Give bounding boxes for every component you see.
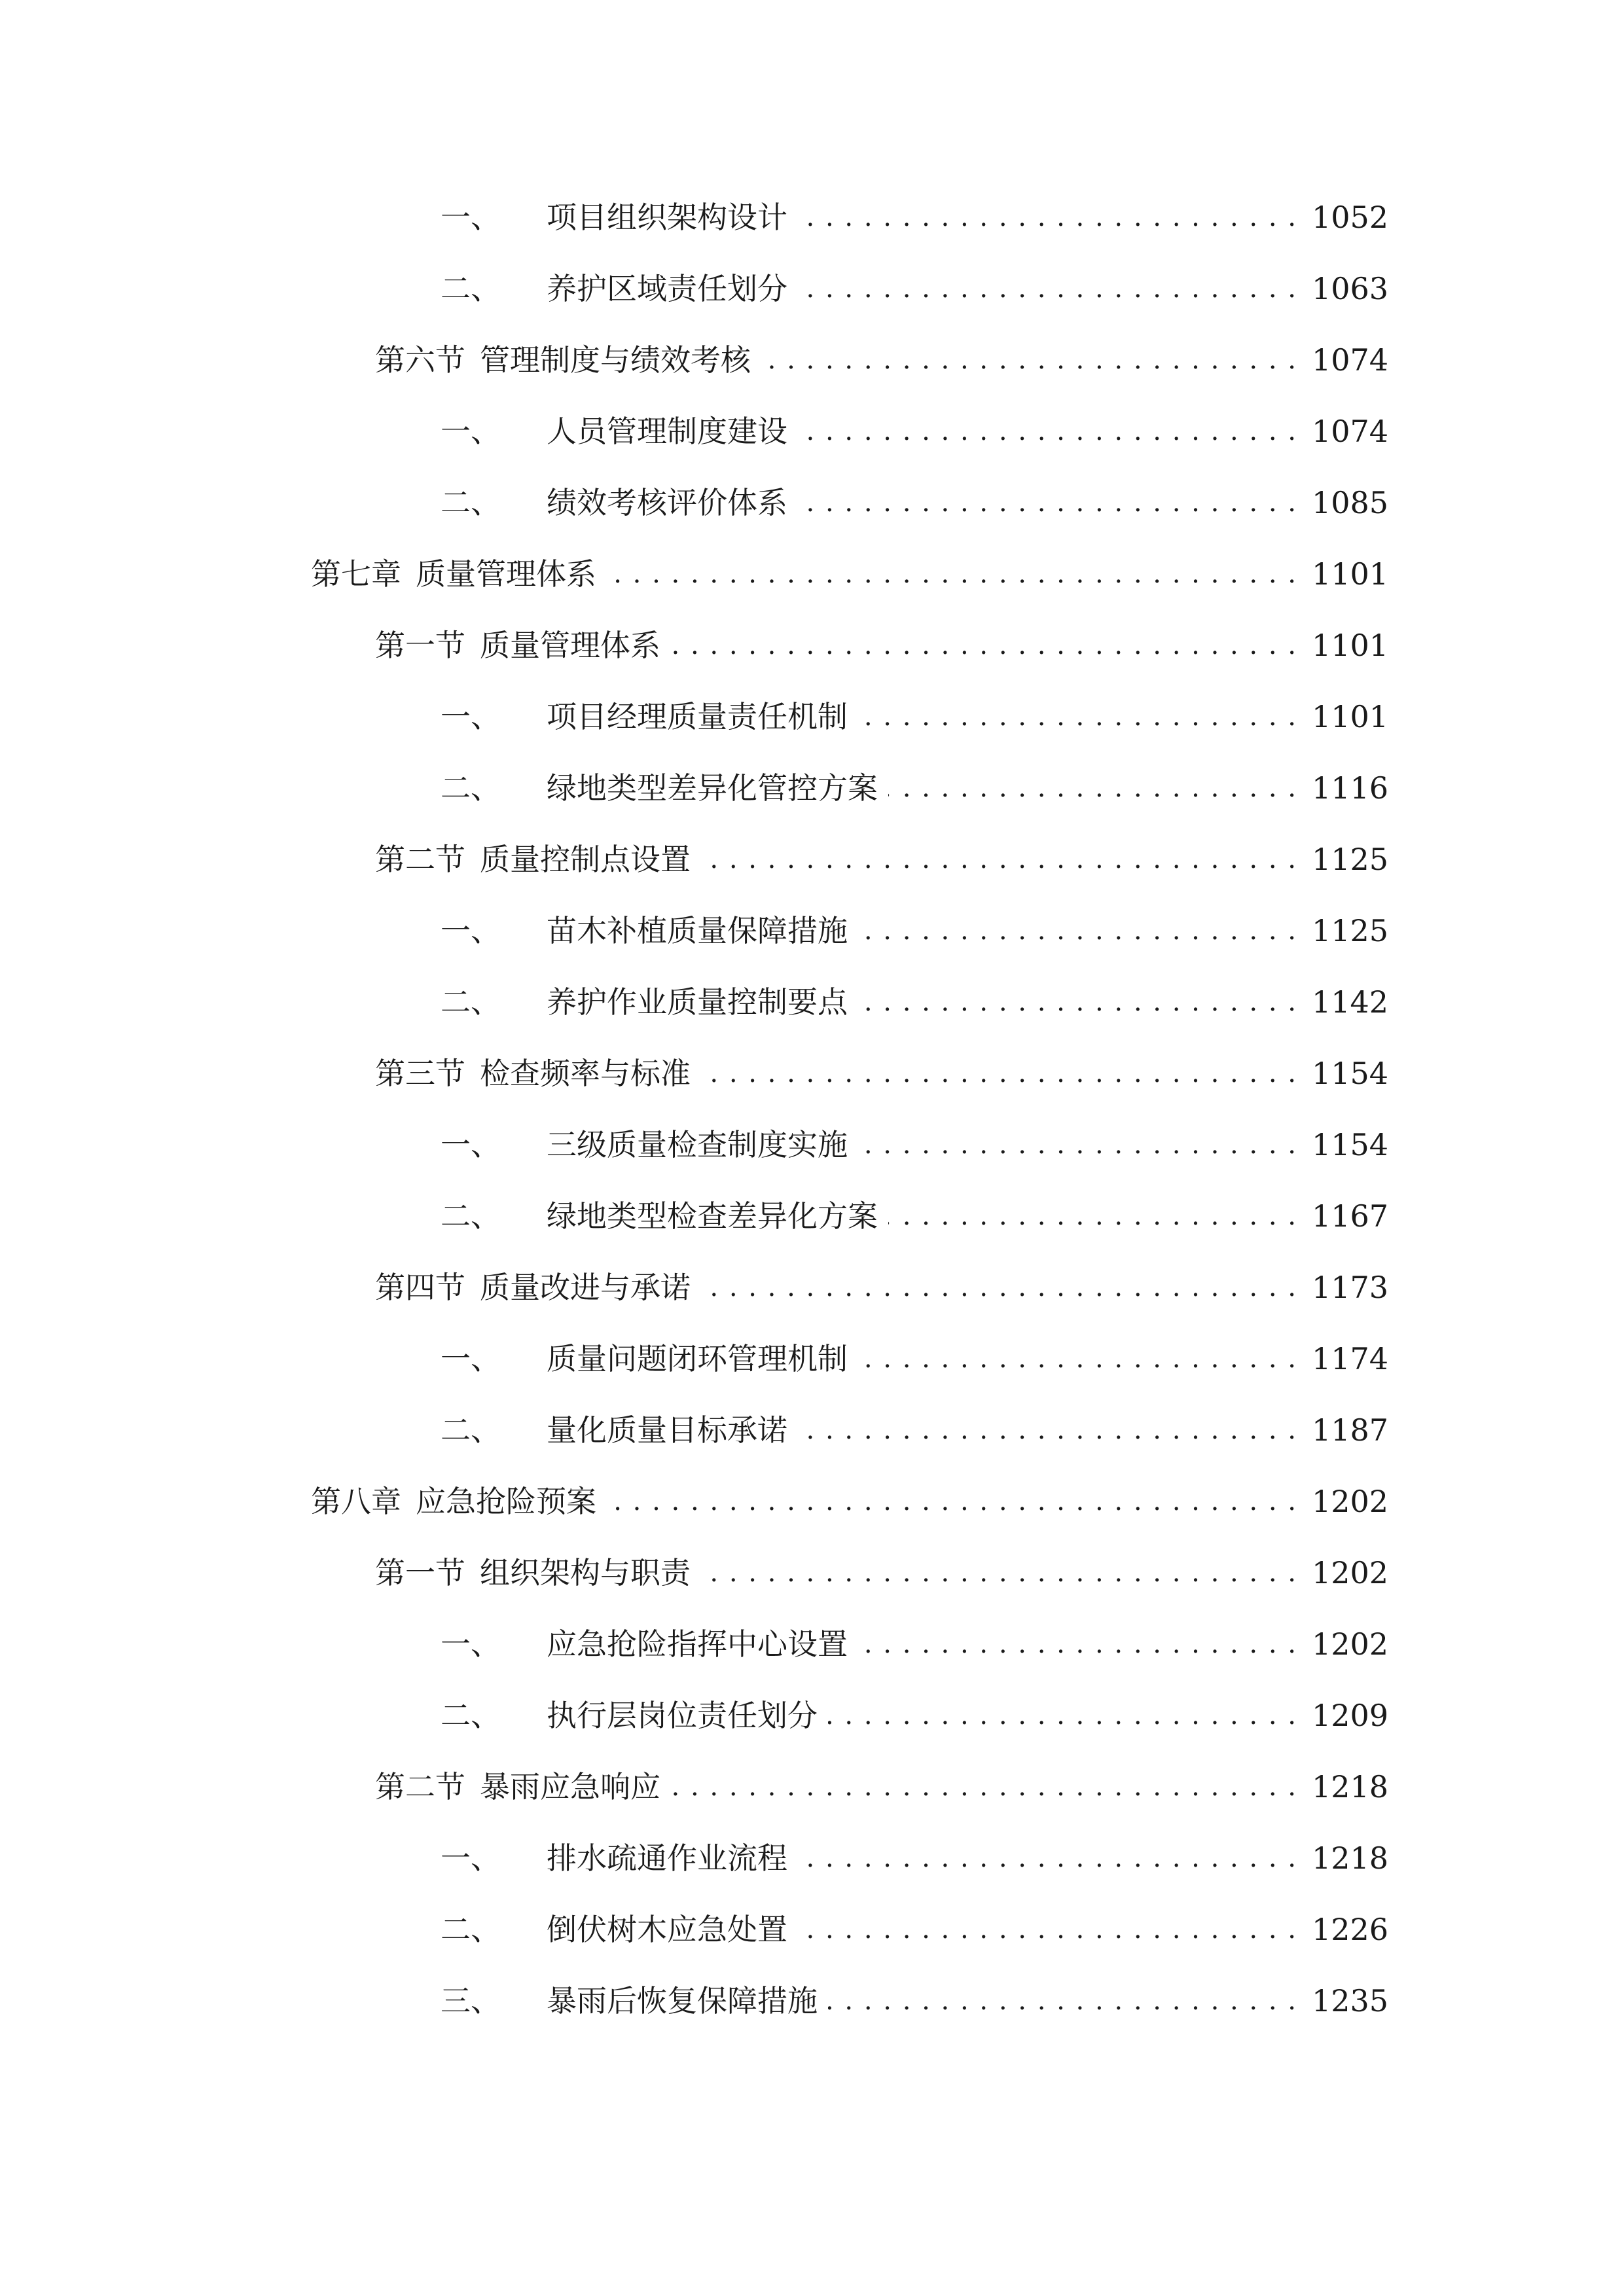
toc-entry-page: 1202 [1312, 1484, 1389, 1519]
toc-entry-page: 1235 [1312, 1983, 1389, 2018]
toc-entry-prefix: 一、 [441, 1127, 501, 1162]
toc-entry-prefix: 一、 [441, 414, 501, 449]
toc-entry[interactable] [375, 1764, 1389, 1810]
toc-entry-page: 1125 [1312, 913, 1389, 948]
toc-entry[interactable] [441, 194, 1389, 240]
toc-entry-prefix: 二、 [441, 485, 501, 520]
toc-entry-prefix: 第八章 [311, 1484, 401, 1519]
toc-dot-leader [828, 1978, 1297, 2024]
toc-entry-page: 1218 [1312, 1769, 1389, 1804]
toc-dot-leader [607, 551, 1297, 597]
toc-entry[interactable] [441, 1336, 1389, 1382]
toc-entry-page: 1202 [1312, 1555, 1389, 1590]
toc-entry-prefix: 第一节 [375, 1555, 465, 1590]
toc-dot-leader [798, 1907, 1297, 1952]
toc-entry-prefix: 第七章 [311, 556, 401, 592]
toc-entry-page: 1052 [1312, 200, 1389, 235]
toc-entry-page: 1101 [1312, 699, 1389, 734]
toc-entry-title: 应急抢险预案 [416, 1484, 596, 1519]
toc-dot-leader [798, 1835, 1297, 1881]
toc-entry-prefix: 一、 [441, 200, 501, 235]
toc-entry-page: 1142 [1312, 984, 1389, 1020]
toc-entry-prefix: 第四节 [375, 1270, 465, 1305]
toc-entry-title: 质量控制点设置 [480, 842, 691, 877]
toc-entry-page: 1154 [1312, 1127, 1389, 1162]
toc-entry-page: 1116 [1312, 770, 1389, 806]
toc-entry[interactable] [441, 908, 1389, 954]
toc-entry-page: 1125 [1312, 842, 1389, 877]
toc-entry[interactable] [375, 1550, 1389, 1596]
toc-entry[interactable] [441, 1978, 1389, 2024]
toc-entry-title: 管理制度与绩效考核 [480, 342, 751, 378]
toc-entry-page: 1226 [1312, 1912, 1389, 1947]
toc-entry-title: 养护区域责任划分 [547, 271, 787, 306]
toc-entry[interactable] [441, 1193, 1389, 1239]
toc-entry-title: 暴雨应急响应 [480, 1769, 660, 1804]
toc-entry[interactable] [441, 480, 1389, 526]
toc-dot-leader [858, 1336, 1297, 1382]
toc-entry-prefix: 第二节 [375, 842, 465, 877]
toc-entry-prefix: 二、 [441, 1198, 501, 1234]
toc-entry-title: 绿地类型检查差异化方案 [547, 1198, 878, 1234]
toc-entry-prefix: 一、 [441, 1341, 501, 1376]
toc-dot-leader [858, 1621, 1297, 1667]
toc-entry-title: 排水疏通作业流程 [547, 1840, 787, 1876]
toc-entry-title: 应急抢险指挥中心设置 [547, 1626, 848, 1662]
toc-entry[interactable] [441, 694, 1389, 740]
toc-entry-title: 质量管理体系 [480, 628, 660, 663]
toc-entry-prefix: 第一节 [375, 628, 465, 663]
toc-entry[interactable] [441, 1907, 1389, 1952]
toc-entry-page: 1218 [1312, 1840, 1389, 1876]
toc-entry-title: 倒伏树木应急处置 [547, 1912, 787, 1947]
toc-entry-prefix: 二、 [441, 1412, 501, 1448]
toc-entry[interactable] [311, 551, 1389, 597]
toc-entry-prefix: 三、 [441, 1983, 501, 2018]
toc-dot-leader [761, 337, 1297, 383]
toc-entry-prefix: 二、 [441, 770, 501, 806]
toc-entry[interactable] [375, 337, 1389, 383]
toc-entry-page: 1074 [1312, 342, 1389, 378]
toc-dot-leader [701, 836, 1297, 882]
toc-entry[interactable] [441, 1835, 1389, 1881]
toc-dot-leader [858, 979, 1297, 1025]
toc-entry-page: 1173 [1312, 1270, 1389, 1305]
toc-entry-page: 1154 [1312, 1056, 1389, 1091]
toc-entry-title: 项目组织架构设计 [547, 200, 787, 235]
toc-entry-prefix: 一、 [441, 1626, 501, 1662]
toc-entry-title: 苗木补植质量保障措施 [547, 913, 848, 948]
toc-entry-title: 项目经理质量责任机制 [547, 699, 848, 734]
toc-entry[interactable] [441, 1621, 1389, 1667]
toc-dot-leader [798, 194, 1297, 240]
toc-entry-prefix: 一、 [441, 1840, 501, 1876]
toc-entry[interactable] [441, 1693, 1389, 1738]
toc-entry-title: 养护作业质量控制要点 [547, 984, 848, 1020]
toc-entry-title: 量化质量目标承诺 [547, 1412, 787, 1448]
toc-entry-prefix: 二、 [441, 984, 501, 1020]
toc-entry[interactable] [375, 1265, 1389, 1310]
toc-dot-leader [798, 266, 1297, 312]
toc-entry[interactable] [375, 1050, 1389, 1096]
toc-entry-prefix: 第六节 [375, 342, 465, 378]
toc-dot-leader [701, 1265, 1297, 1310]
toc-entry-title: 组织架构与职责 [480, 1555, 691, 1590]
toc-entry-page: 1167 [1312, 1198, 1389, 1234]
toc-entry-page: 1187 [1312, 1412, 1389, 1448]
toc-entry[interactable] [441, 979, 1389, 1025]
toc-entry-title: 检查频率与标准 [480, 1056, 691, 1091]
toc-entry-prefix: 二、 [441, 1698, 501, 1733]
toc-dot-leader [858, 1122, 1297, 1168]
toc-entry[interactable] [375, 836, 1389, 882]
toc-entry[interactable] [441, 266, 1389, 312]
toc-dot-leader [828, 1693, 1297, 1738]
toc-entry[interactable] [441, 1407, 1389, 1453]
toc-entry-title: 绩效考核评价体系 [547, 485, 787, 520]
toc-entry-prefix: 二、 [441, 1912, 501, 1947]
toc-dot-leader [701, 1050, 1297, 1096]
toc-entry-page: 1063 [1312, 271, 1389, 306]
toc-entry-page: 1101 [1312, 628, 1389, 663]
toc-entry-prefix: 一、 [441, 913, 501, 948]
toc-entry-page: 1174 [1312, 1341, 1389, 1376]
toc-dot-leader [798, 1407, 1297, 1453]
toc-dot-leader [701, 1550, 1297, 1596]
toc-entry-page: 1209 [1312, 1698, 1389, 1733]
toc-entry-prefix: 第二节 [375, 1769, 465, 1804]
toc-entry[interactable] [375, 622, 1389, 668]
toc-dot-leader [798, 408, 1297, 454]
toc-entry[interactable] [311, 1479, 1389, 1524]
toc-entry-title: 人员管理制度建设 [547, 414, 787, 449]
toc-dot-leader [671, 622, 1297, 668]
toc-entry[interactable] [441, 765, 1389, 811]
toc-entry-page: 1085 [1312, 485, 1389, 520]
toc-entry-title: 质量改进与承诺 [480, 1270, 691, 1305]
toc-entry-title: 绿地类型差异化管控方案 [547, 770, 878, 806]
toc-entry-page: 1202 [1312, 1626, 1389, 1662]
toc-entry[interactable] [441, 408, 1389, 454]
toc-entry-title: 执行层岗位责任划分 [547, 1698, 818, 1733]
toc-dot-leader [858, 908, 1297, 954]
toc-dot-leader [888, 765, 1297, 811]
toc-entry-prefix: 一、 [441, 699, 501, 734]
toc-dot-leader [858, 694, 1297, 740]
toc-dot-leader [888, 1193, 1297, 1239]
toc-entry-page: 1101 [1312, 556, 1389, 592]
toc-dot-leader [798, 480, 1297, 526]
toc-entry-title: 质量问题闭环管理机制 [547, 1341, 848, 1376]
toc-entry[interactable] [441, 1122, 1389, 1168]
toc-entry-title: 质量管理体系 [416, 556, 596, 592]
toc-entry-title: 三级质量检查制度实施 [547, 1127, 848, 1162]
toc-dot-leader [671, 1764, 1297, 1810]
toc-entry-prefix: 第三节 [375, 1056, 465, 1091]
toc-entry-page: 1074 [1312, 414, 1389, 449]
toc-entry-title: 暴雨后恢复保障措施 [547, 1983, 818, 2018]
toc-dot-leader [607, 1479, 1297, 1524]
toc-entry-prefix: 二、 [441, 271, 501, 306]
